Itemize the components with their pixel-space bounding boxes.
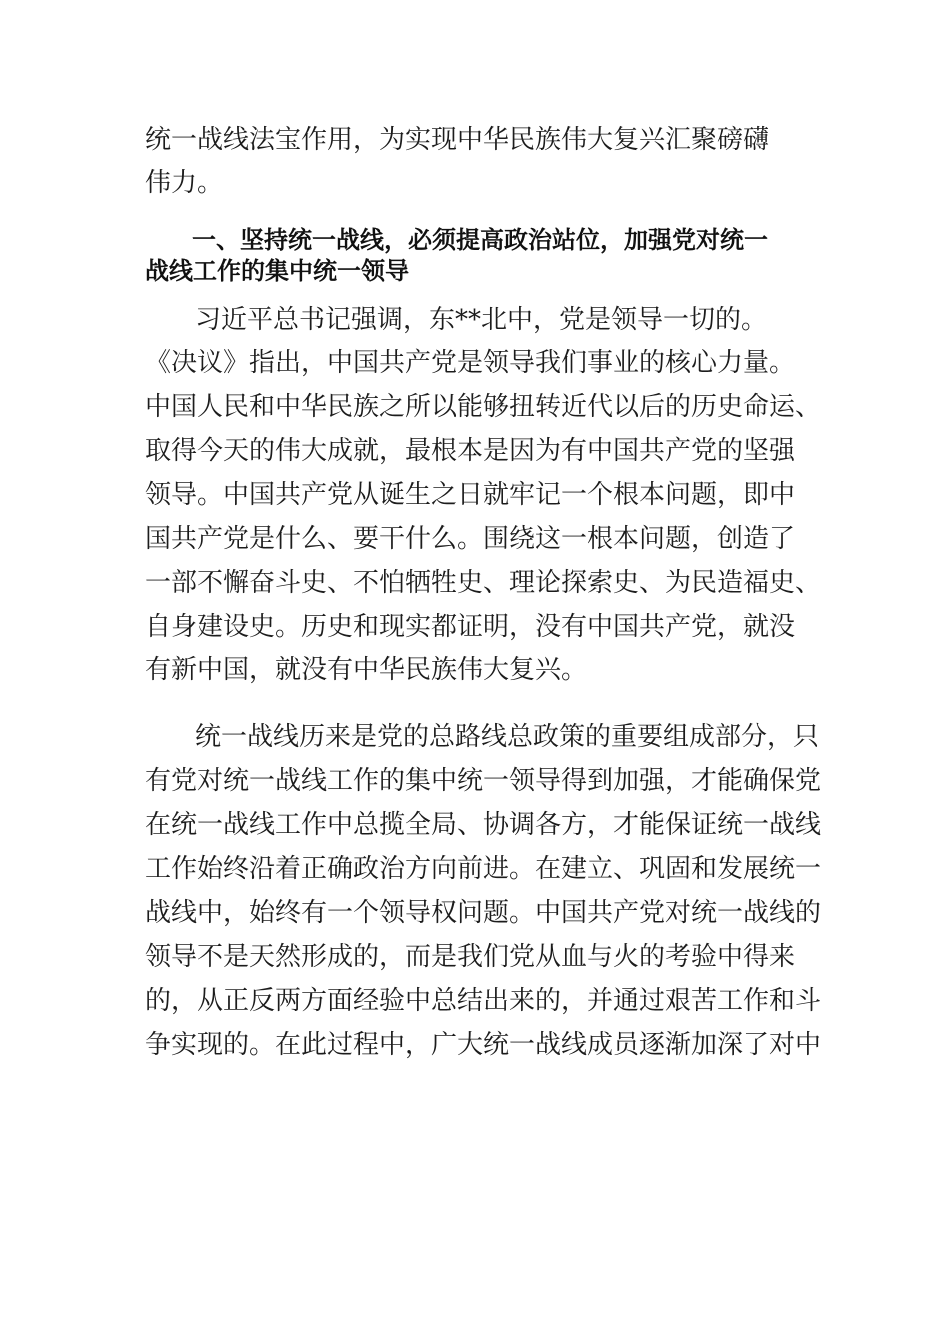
- section-heading-line: 一、坚持统一战线，必须提高政治站位，加强党对统一: [192, 226, 768, 254]
- paragraph-line: 一部不懈奋斗史、不怕牺牲史、理论探索史、为民造福史、: [145, 568, 822, 598]
- paragraph-line: 自身建设史。历史和现实都证明，没有中国共产党，就没: [145, 612, 796, 642]
- paragraph-line: 国共产党是什么、要干什么。围绕这一根本问题，创造了: [145, 524, 796, 554]
- paragraph-line: 取得今天的伟大成就，最根本是因为有中国共产党的坚强: [145, 436, 796, 466]
- section-heading-line: 战线工作的集中统一领导: [145, 257, 409, 285]
- paragraph-line: 领导不是天然形成的，而是我们党从血与火的考验中得来: [145, 942, 796, 972]
- paragraph-line: 有新中国，就没有中华民族伟大复兴。: [145, 655, 588, 685]
- paragraph-line: 统一战线历来是党的总路线总政策的重要组成部分，只: [195, 722, 820, 752]
- paragraph-line: 的，从正反两方面经验中总结出来的，并通过艰苦工作和斗: [145, 986, 822, 1016]
- paragraph-line: 争实现的。在此过程中，广大统一战线成员逐渐加深了对中: [145, 1030, 822, 1060]
- paragraph-line: 习近平总书记强调，东**北中，党是领导一切的。: [195, 305, 768, 335]
- intro-line: 统一战线法宝作用，为实现中华民族伟大复兴汇聚磅礴: [145, 125, 770, 155]
- paragraph-line: 工作始终沿着正确政治方向前进。在建立、巩固和发展统一: [145, 854, 822, 884]
- intro-line: 伟力。: [145, 168, 224, 198]
- paragraph-line: 有党对统一战线工作的集中统一领导得到加强，才能确保党: [145, 766, 822, 796]
- paragraph-line: 中国人民和中华民族之所以能够扭转近代以后的历史命运、: [145, 392, 822, 422]
- paragraph-line: 《决议》指出，中国共产党是领导我们事业的核心力量。: [145, 348, 796, 378]
- paragraph-line: 在统一战线工作中总揽全局、协调各方，才能保证统一战线: [145, 810, 822, 840]
- paragraph-line: 领导。中国共产党从诞生之日就牢记一个根本问题，即中: [145, 480, 796, 510]
- paragraph-line: 战线中，始终有一个领导权问题。中国共产党对统一战线的: [145, 898, 822, 928]
